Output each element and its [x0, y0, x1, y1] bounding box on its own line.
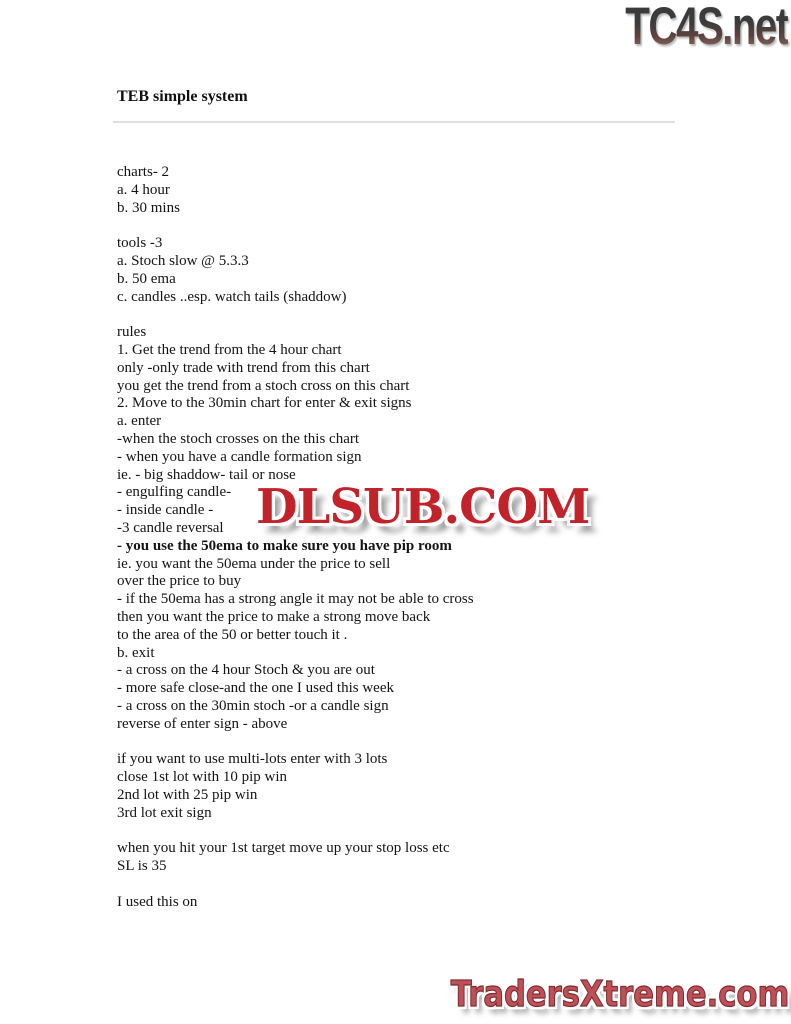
- text-line: 3rd lot exit sign: [117, 804, 212, 821]
- text-line: - engulfing candle-: [117, 484, 232, 501]
- text-line: 2nd lot with 25 pip win: [117, 786, 258, 803]
- text-line: a. Stoch slow @ 5.3.3: [117, 252, 249, 269]
- text-line: over the price to buy: [117, 573, 242, 590]
- dlsub-watermark: DLSUB.COM: [256, 479, 590, 535]
- text-line: [117, 217, 677, 235]
- text-line: - inside candle -: [117, 502, 214, 519]
- text-line: charts- 2: [117, 164, 170, 180]
- text-line: b. exit: [117, 644, 155, 661]
- text-line: when you hit your 1st target move up your stop loss etc: [117, 840, 450, 857]
- text-line: a. 4 hour: [117, 181, 170, 198]
- text-line: - a cross on the 4 hour Stoch & you are out: [117, 662, 375, 679]
- text-line: I used this on: [117, 893, 198, 910]
- text-line: ie. you want the 50ema under the price to sell: [117, 555, 391, 572]
- title-divider: [113, 121, 675, 123]
- text-line: only -only trade with trend from this chart: [117, 359, 370, 376]
- text-line: tools -3: [117, 235, 163, 252]
- text-line: - you use the 50ema to make sure you have pip room: [117, 537, 452, 554]
- text-line: b. 50 ema: [117, 270, 176, 287]
- text-line: a. enter: [117, 413, 162, 430]
- tradersxtreme-watermark: TradersXtreme.com: [450, 974, 789, 1015]
- text-line: ie. - big shaddow- tail or nose: [117, 466, 296, 483]
- text-line: 1. Get the trend from the 4 hour chart: [117, 341, 342, 358]
- text-line: [117, 876, 677, 894]
- text-line: [117, 306, 677, 324]
- text-line: [117, 822, 677, 840]
- text-line: rules: [117, 324, 147, 341]
- text-line: SL is 35: [117, 858, 167, 875]
- text-line: - a cross on the 30min stoch -or a candle sign: [117, 697, 389, 714]
- text-line: - more safe close-and the one I used this week: [117, 680, 394, 697]
- text-line: -when the stoch crosses on the this chart: [117, 430, 360, 447]
- text-line: 2. Move to the 30min chart for enter & exit signs: [117, 395, 412, 412]
- page-title: TEB simple system: [117, 88, 248, 105]
- text-line: reverse of enter sign - above: [117, 715, 288, 732]
- text-line: [117, 734, 677, 752]
- text-line: then you want the price to make a strong move back: [117, 608, 431, 625]
- text-line: - if the 50ema has a strong angle it may not be able to cross: [117, 591, 474, 608]
- document-body: [117, 164, 677, 911]
- text-line: close 1st lot with 10 pip win: [117, 769, 287, 786]
- text-line: to the area of the 50 or better touch it .: [117, 626, 348, 643]
- text-line: you get the trend from a stoch cross on this chart: [117, 377, 410, 394]
- text-line: -3 candle reversal: [117, 519, 224, 536]
- text-line: if you want to use multi-lots enter with 3 lots: [117, 751, 388, 768]
- text-line: c. candles ..esp. watch tails (shaddow): [117, 288, 347, 305]
- text-line: b. 30 mins: [117, 199, 180, 216]
- text-line: - when you have a candle formation sign: [117, 448, 362, 465]
- tc4s-watermark: TC4S.net: [625, 0, 788, 56]
